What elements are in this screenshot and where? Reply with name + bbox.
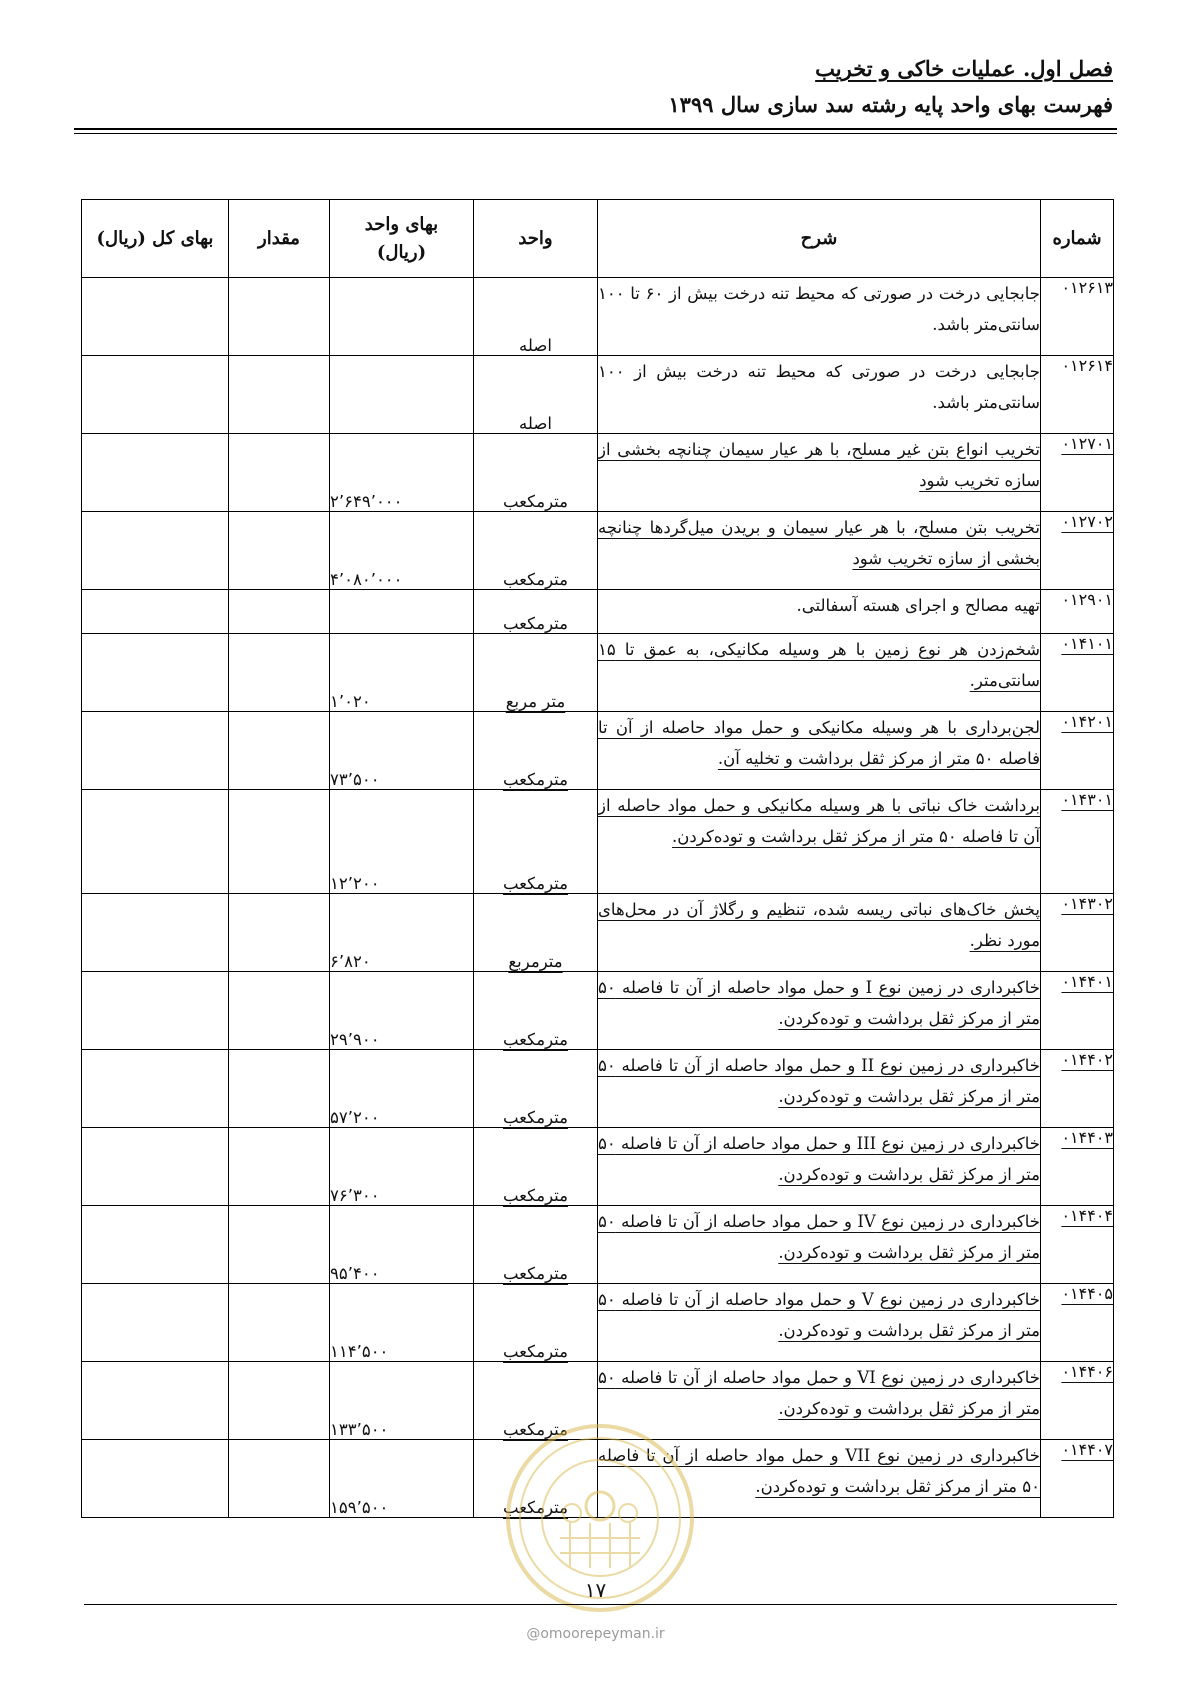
item-quantity <box>229 894 330 972</box>
item-unit <box>474 1050 598 1128</box>
item-description <box>598 1206 1041 1284</box>
item-description <box>598 1440 1041 1518</box>
item-code-text: ۰۱۴۴۰۱ <box>1061 972 1113 991</box>
item-description <box>598 634 1041 712</box>
item-unit-price <box>330 790 474 894</box>
item-unit-price-text: ۷۳٬۵۰۰ <box>330 770 380 789</box>
item-code-text: ۰۱۴۱۰۱ <box>1061 634 1113 653</box>
item-unit-price-text: ۱۱۴٬۵۰۰ <box>330 1342 389 1361</box>
table-row <box>82 1206 1114 1284</box>
table-row <box>82 972 1114 1050</box>
item-description <box>598 278 1041 356</box>
item-unit <box>474 590 598 634</box>
item-description-text: پخش خاک‌های نباتی ریسه شده، تنظیم و رگلاژ آن در محل‌های مورد نظر. <box>598 900 1040 950</box>
item-unit <box>474 634 598 712</box>
header-quantity: مقدار <box>229 200 330 278</box>
item-quantity <box>229 1128 330 1206</box>
item-description-text: خاکبرداری در زمین نوع II و حمل مواد حاصله از آن تا فاصله ۵۰ متر از مرکز ثقل برداشت و توده‌کردن. <box>598 1056 1040 1106</box>
item-code <box>1041 972 1114 1050</box>
footer-rule <box>84 1604 1117 1605</box>
item-unit-text: مترمکعب <box>502 874 569 893</box>
table-row <box>82 590 1114 634</box>
item-description <box>598 894 1041 972</box>
item-quantity <box>229 434 330 512</box>
item-code <box>1041 1362 1114 1440</box>
item-unit-price <box>330 1206 474 1284</box>
item-total-price <box>82 894 229 972</box>
item-unit <box>474 712 598 790</box>
item-description-text: تخریب بتن مسلح، با هر عیار سیمان و بریدن میل‌گردها چنانچه بخشی از سازه تخریب شود <box>598 518 1040 568</box>
item-unit-text: مترمکعب <box>502 614 569 633</box>
item-unit-price <box>330 712 474 790</box>
item-code <box>1041 590 1114 634</box>
item-total-price <box>82 590 229 634</box>
item-code-text: ۰۱۲۷۰۲ <box>1061 512 1113 531</box>
item-description <box>598 434 1041 512</box>
header-unit: واحد <box>474 200 598 278</box>
item-code <box>1041 1050 1114 1128</box>
item-description-text: خاکبرداری در زمین نوع I و حمل مواد حاصله از آن تا فاصله ۵۰ متر از مرکز ثقل برداشت و توده‌کردن. <box>598 978 1040 1028</box>
website-watermark: @omoorepeyman.ir <box>526 1626 665 1642</box>
item-code-text: ۰۱۴۴۰۲ <box>1061 1050 1113 1069</box>
item-code <box>1041 1440 1114 1518</box>
item-unit-price-text: ۲۹٬۹۰۰ <box>330 1030 380 1049</box>
item-unit-text: مترمکعب <box>502 1342 569 1361</box>
item-code <box>1041 1284 1114 1362</box>
item-code-text: ۰۱۴۲۰۱ <box>1061 712 1113 731</box>
item-unit-text: مترمربع <box>508 952 563 971</box>
item-quantity <box>229 1284 330 1362</box>
item-code-text: ۰۱۲۹۰۱ <box>1061 590 1113 609</box>
item-code <box>1041 1128 1114 1206</box>
item-code <box>1041 278 1114 356</box>
table-row <box>82 356 1114 434</box>
item-description <box>598 1284 1041 1362</box>
item-unit-price <box>330 972 474 1050</box>
item-unit-price-text: ۱۵۹٬۵۰۰ <box>330 1498 389 1517</box>
item-unit-text: متر مربع <box>505 692 566 711</box>
item-code-text: ۰۱۴۳۰۱ <box>1061 790 1113 809</box>
item-unit <box>474 1284 598 1362</box>
table-row <box>82 278 1114 356</box>
price-list-table <box>81 199 1114 1518</box>
item-code <box>1041 356 1114 434</box>
item-total-price <box>82 1128 229 1206</box>
item-unit-text: مترمکعب <box>502 492 569 511</box>
item-unit-text: مترمکعب <box>502 1108 569 1127</box>
item-code-text: ۰۱۴۴۰۶ <box>1061 1362 1113 1381</box>
item-code-text: ۰۱۴۴۰۷ <box>1061 1440 1113 1459</box>
header-rule-thin <box>74 133 1117 134</box>
item-unit <box>474 790 598 894</box>
item-unit <box>474 894 598 972</box>
item-unit <box>474 1206 598 1284</box>
item-unit-price-text: ۷۶٬۳۰۰ <box>330 1186 380 1205</box>
item-quantity <box>229 634 330 712</box>
item-code-text: ۰۱۲۷۰۱ <box>1061 434 1113 453</box>
header-unit-price: بهای واحد (ریال) <box>330 200 474 278</box>
item-unit-price <box>330 1128 474 1206</box>
item-unit <box>474 356 598 434</box>
item-total-price <box>82 356 229 434</box>
item-unit-price <box>330 1050 474 1128</box>
item-unit-price-text: ۱۳۳٬۵۰۰ <box>330 1420 389 1439</box>
item-unit-text: مترمکعب <box>502 1186 569 1205</box>
item-total-price <box>82 634 229 712</box>
item-unit-price-text: ۴٬۰۸۰٬۰۰۰ <box>330 570 403 589</box>
item-total-price <box>82 1362 229 1440</box>
item-quantity <box>229 712 330 790</box>
item-unit-text: اصله <box>519 336 552 355</box>
item-unit-text: مترمکعب <box>502 1498 569 1517</box>
item-description-text: لجن‌برداری با هر وسیله مکانیکی و حمل مواد حاصله از آن تا فاصله ۵۰ متر از مرکز ثقل برداشت و تخلیه آن. <box>598 718 1040 768</box>
item-unit-price <box>330 434 474 512</box>
item-total-price <box>82 1440 229 1518</box>
item-description-text: خاکبرداری در زمین نوع V و حمل مواد حاصله از آن تا فاصله ۵۰ متر از مرکز ثقل برداشت و توده‌کردن. <box>598 1290 1040 1340</box>
item-unit-text: مترمکعب <box>502 1030 569 1049</box>
chapter-title: فصل اول. عملیات خاکی و تخریب <box>815 56 1113 81</box>
item-description-text: تخریب انواع بتن غیر مسلح، با هر عیار سیمان چنانچه بخشی از سازه تخریب شود <box>598 440 1040 490</box>
item-quantity <box>229 1206 330 1284</box>
item-total-price <box>82 278 229 356</box>
header-description: شرح <box>598 200 1041 278</box>
table-row <box>82 894 1114 972</box>
document-subtitle: فهرست بهای واحد پایه رشته سد سازی سال ۱۳۹۹ <box>668 92 1113 117</box>
item-code <box>1041 1206 1114 1284</box>
item-total-price <box>82 972 229 1050</box>
item-unit-price <box>330 512 474 590</box>
item-code <box>1041 434 1114 512</box>
item-quantity <box>229 972 330 1050</box>
item-unit-price <box>330 278 474 356</box>
table-row <box>82 712 1114 790</box>
item-total-price <box>82 512 229 590</box>
table-row <box>82 1362 1114 1440</box>
item-description-text: جابجایی درخت در صورتی که محیط تنه درخت بیش از ۱۰۰ سانتی‌متر باشد. <box>598 362 1040 412</box>
item-unit-price <box>330 894 474 972</box>
item-unit <box>474 1362 598 1440</box>
item-description-text: شخم‌زدن هر نوع زمین با هر وسیله مکانیکی، به عمق تا ۱۵ سانتی‌متر. <box>598 640 1040 690</box>
item-unit-text: اصله <box>519 414 552 433</box>
table-row <box>82 1050 1114 1128</box>
item-code-text: ۰۱۲۶۱۴ <box>1061 356 1113 375</box>
item-unit-price <box>330 1440 474 1518</box>
item-description <box>598 1128 1041 1206</box>
item-unit-price <box>330 1362 474 1440</box>
item-description <box>598 512 1041 590</box>
item-unit-text: مترمکعب <box>502 1420 569 1439</box>
item-code-text: ۰۱۴۳۰۲ <box>1061 894 1113 913</box>
item-description-text: خاکبرداری در زمین نوع VII و حمل مواد حاصله از آن تا فاصله ۵۰ متر از مرکز ثقل برداشت و توده‌کردن. <box>598 1446 1040 1496</box>
item-quantity <box>229 278 330 356</box>
header-code: شماره <box>1041 200 1114 278</box>
item-unit <box>474 1440 598 1518</box>
item-description <box>598 356 1041 434</box>
item-unit-price-text: ۹۵٬۴۰۰ <box>330 1264 380 1283</box>
page-number: ۱۷ <box>584 1578 607 1602</box>
item-code <box>1041 634 1114 712</box>
table-row <box>82 634 1114 712</box>
item-total-price <box>82 434 229 512</box>
table-row <box>82 1440 1114 1518</box>
item-total-price <box>82 1284 229 1362</box>
header-rule-thick <box>74 128 1117 130</box>
item-quantity <box>229 790 330 894</box>
item-quantity <box>229 512 330 590</box>
item-unit-text: مترمکعب <box>502 570 569 589</box>
item-code-text: ۰۱۴۴۰۴ <box>1061 1206 1113 1225</box>
item-unit-price-text: ۶٬۸۲۰ <box>330 952 371 971</box>
item-unit <box>474 1128 598 1206</box>
item-description <box>598 590 1041 634</box>
table-row <box>82 790 1114 894</box>
item-unit-price-text: ۱٬۰۲۰ <box>330 692 371 711</box>
item-unit <box>474 434 598 512</box>
header-total-price: بهای کل (ریال) <box>82 200 229 278</box>
page-header <box>78 54 1113 120</box>
item-total-price <box>82 1206 229 1284</box>
table-row <box>82 1284 1114 1362</box>
item-description-text: برداشت خاک نباتی با هر وسیله مکانیکی و حمل مواد حاصله از آن تا فاصله ۵۰ متر از مرکز ثقل برداشت و توده‌کردن. <box>598 796 1040 846</box>
item-total-price <box>82 712 229 790</box>
item-quantity <box>229 1440 330 1518</box>
item-description <box>598 712 1041 790</box>
item-unit-price-text: ۵۷٬۲۰۰ <box>330 1108 380 1127</box>
item-description-text: تهیه مصالح و اجرای هسته آسفالتی. <box>796 596 1040 615</box>
item-description <box>598 972 1041 1050</box>
item-code <box>1041 512 1114 590</box>
item-unit-text: مترمکعب <box>502 770 569 789</box>
item-code-text: ۰۱۲۶۱۳ <box>1061 278 1113 297</box>
item-code-text: ۰۱۴۴۰۵ <box>1061 1284 1113 1303</box>
item-quantity <box>229 1050 330 1128</box>
item-code <box>1041 790 1114 894</box>
table-row <box>82 1128 1114 1206</box>
item-description <box>598 1362 1041 1440</box>
item-code-text: ۰۱۴۴۰۳ <box>1061 1128 1113 1147</box>
item-quantity <box>229 356 330 434</box>
item-unit-price-text: ۲٬۶۴۹٬۰۰۰ <box>330 492 403 511</box>
item-description-text: خاکبرداری در زمین نوع IV و حمل مواد حاصله از آن تا فاصله ۵۰ متر از مرکز ثقل برداشت و توده‌کردن. <box>598 1212 1040 1262</box>
table-header-row <box>82 200 1114 278</box>
item-unit <box>474 278 598 356</box>
item-description-text: خاکبرداری در زمین نوع VI و حمل مواد حاصله از آن تا فاصله ۵۰ متر از مرکز ثقل برداشت و توده‌کردن. <box>598 1368 1040 1418</box>
table-row <box>82 512 1114 590</box>
item-unit-price <box>330 356 474 434</box>
item-code <box>1041 894 1114 972</box>
item-total-price <box>82 790 229 894</box>
item-unit <box>474 512 598 590</box>
item-description-text: خاکبرداری در زمین نوع III و حمل مواد حاصله از آن تا فاصله ۵۰ متر از مرکز ثقل برداشت و توده‌کردن. <box>598 1134 1040 1184</box>
item-unit-price <box>330 590 474 634</box>
item-unit-price-text: ۱۲٬۲۰۰ <box>330 874 380 893</box>
item-unit-price <box>330 634 474 712</box>
item-unit-text: مترمکعب <box>502 1264 569 1283</box>
item-unit <box>474 972 598 1050</box>
item-description-text: جابجایی درخت در صورتی که محیط تنه درخت بیش از ۶۰ تا ۱۰۰ سانتی‌متر باشد. <box>598 284 1040 334</box>
table-row <box>82 434 1114 512</box>
item-code <box>1041 712 1114 790</box>
item-unit-price <box>330 1284 474 1362</box>
item-description <box>598 790 1041 894</box>
item-total-price <box>82 1050 229 1128</box>
item-quantity <box>229 1362 330 1440</box>
item-description <box>598 1050 1041 1128</box>
item-quantity <box>229 590 330 634</box>
